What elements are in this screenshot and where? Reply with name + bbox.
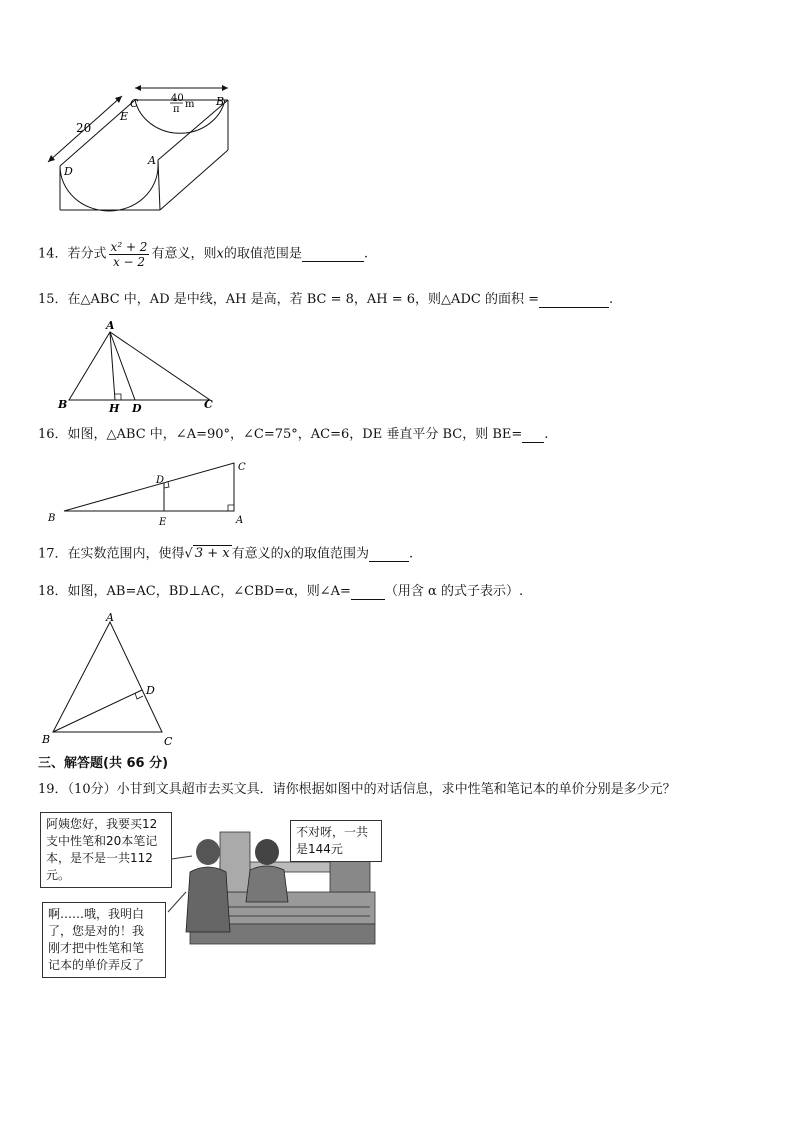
fig13-pt-D: D: [64, 165, 73, 178]
q15-text: 15．在△ABC 中，AD 是中线，AH 是高，若 BC = 8，AH = 6，则△ADC 的面积 =: [38, 292, 539, 307]
q15-pt-H: H: [109, 402, 120, 415]
q14-mid: 有意义，则: [151, 246, 217, 262]
q14-frac-denominator: x − 2: [112, 255, 146, 269]
q18-pt-B: B: [42, 733, 51, 746]
q18-text: 18．如图，AB=AC，BD⊥AC，∠CBD=α，则∠A=: [38, 584, 351, 599]
fig13-width-den: π: [173, 104, 180, 115]
q18-pt-D: D: [146, 684, 155, 697]
q18-answer-blank[interactable]: [351, 585, 385, 600]
q15-triangle-figure: [55, 318, 225, 416]
q18-pt-A: A: [106, 611, 114, 624]
q17-answer-blank[interactable]: [369, 547, 409, 562]
q19-text: 19．（10分）小甘到文具超市去买文具．请你根据如图中的对话信息，求中性笔和笔记本的单价分别是多少元？: [38, 782, 676, 797]
q17-radicand: 3 + x: [194, 546, 230, 561]
q15-answer-blank[interactable]: [539, 293, 609, 308]
q17-head: 17．在实数范围内，使得: [38, 546, 185, 562]
fig13-width-num: 40: [171, 93, 184, 104]
q15-pt-A: A: [106, 319, 115, 332]
trough-figure: [40, 80, 250, 220]
q15-pt-C: C: [204, 398, 213, 411]
q14-answer-blank[interactable]: [302, 247, 364, 262]
q17-var: x: [283, 546, 291, 562]
q18-tail: （用含 α 的式子表示）.: [384, 584, 524, 599]
fig13-width-unit: m: [185, 99, 195, 110]
fig13-pt-A: A: [148, 154, 156, 167]
question-15: [38, 290, 613, 311]
q16-pt-E: E: [159, 517, 167, 528]
question-14: [38, 240, 368, 269]
q17-mid: 有意义的: [231, 546, 284, 562]
q15-pt-D: D: [132, 402, 142, 415]
q14-prefix: 14．若分式: [38, 246, 107, 262]
q16-text: 16．如图，△ABC 中，∠A=90°，∠C=75°，AC=6，DE 垂直平分 BC，则 BE=: [38, 427, 523, 442]
q17-sqrt: √ 3 + x: [184, 546, 230, 562]
customer-speech-bubble-1: 阿姨您好，我要买12 支中性笔和20本笔记 本，是不是一共112 元。: [40, 812, 172, 888]
customer-speech-bubble-2: 啊……哦，我明白 了，您是对的！我 刚才把中性笔和笔 记本的单价弄反了: [42, 902, 166, 978]
question-19: [38, 780, 676, 801]
question-17: [38, 544, 413, 565]
q14-end: .: [363, 246, 368, 262]
q18-pt-C: C: [164, 735, 173, 748]
q16-pt-B: B: [48, 513, 56, 524]
q14-frac-numerator: x² + 2: [110, 240, 148, 254]
q14-fraction: [109, 240, 150, 269]
q15-end: .: [608, 292, 614, 307]
q17-tail: 的取值范围为: [290, 546, 369, 562]
fig13-pt-C: C: [130, 97, 139, 110]
q16-answer-blank[interactable]: [522, 428, 544, 443]
q16-end: .: [544, 427, 549, 442]
q19-illustration: [40, 812, 380, 984]
fig13-pt-E: E: [120, 110, 129, 123]
section-3-heading: 三、解答题(共 66 分): [38, 756, 169, 771]
fig13-pt-B: B: [216, 95, 225, 108]
shopkeeper-speech-bubble: 不对呀，一共 是144元: [290, 820, 382, 862]
q14-tail: 的取值范围是: [223, 246, 302, 262]
q15-pt-B: B: [58, 398, 68, 411]
q16-pt-C: C: [238, 462, 246, 473]
q14-var: x: [216, 246, 224, 262]
fig13-label-20: 20: [76, 121, 92, 135]
q16-pt-D: D: [156, 475, 165, 486]
question-16: [38, 425, 548, 446]
q17-end: .: [408, 546, 414, 562]
question-18: [38, 582, 523, 603]
q16-triangle-figure: [40, 455, 260, 530]
q16-pt-A: A: [236, 515, 244, 526]
q18-triangle-figure: [38, 610, 188, 750]
